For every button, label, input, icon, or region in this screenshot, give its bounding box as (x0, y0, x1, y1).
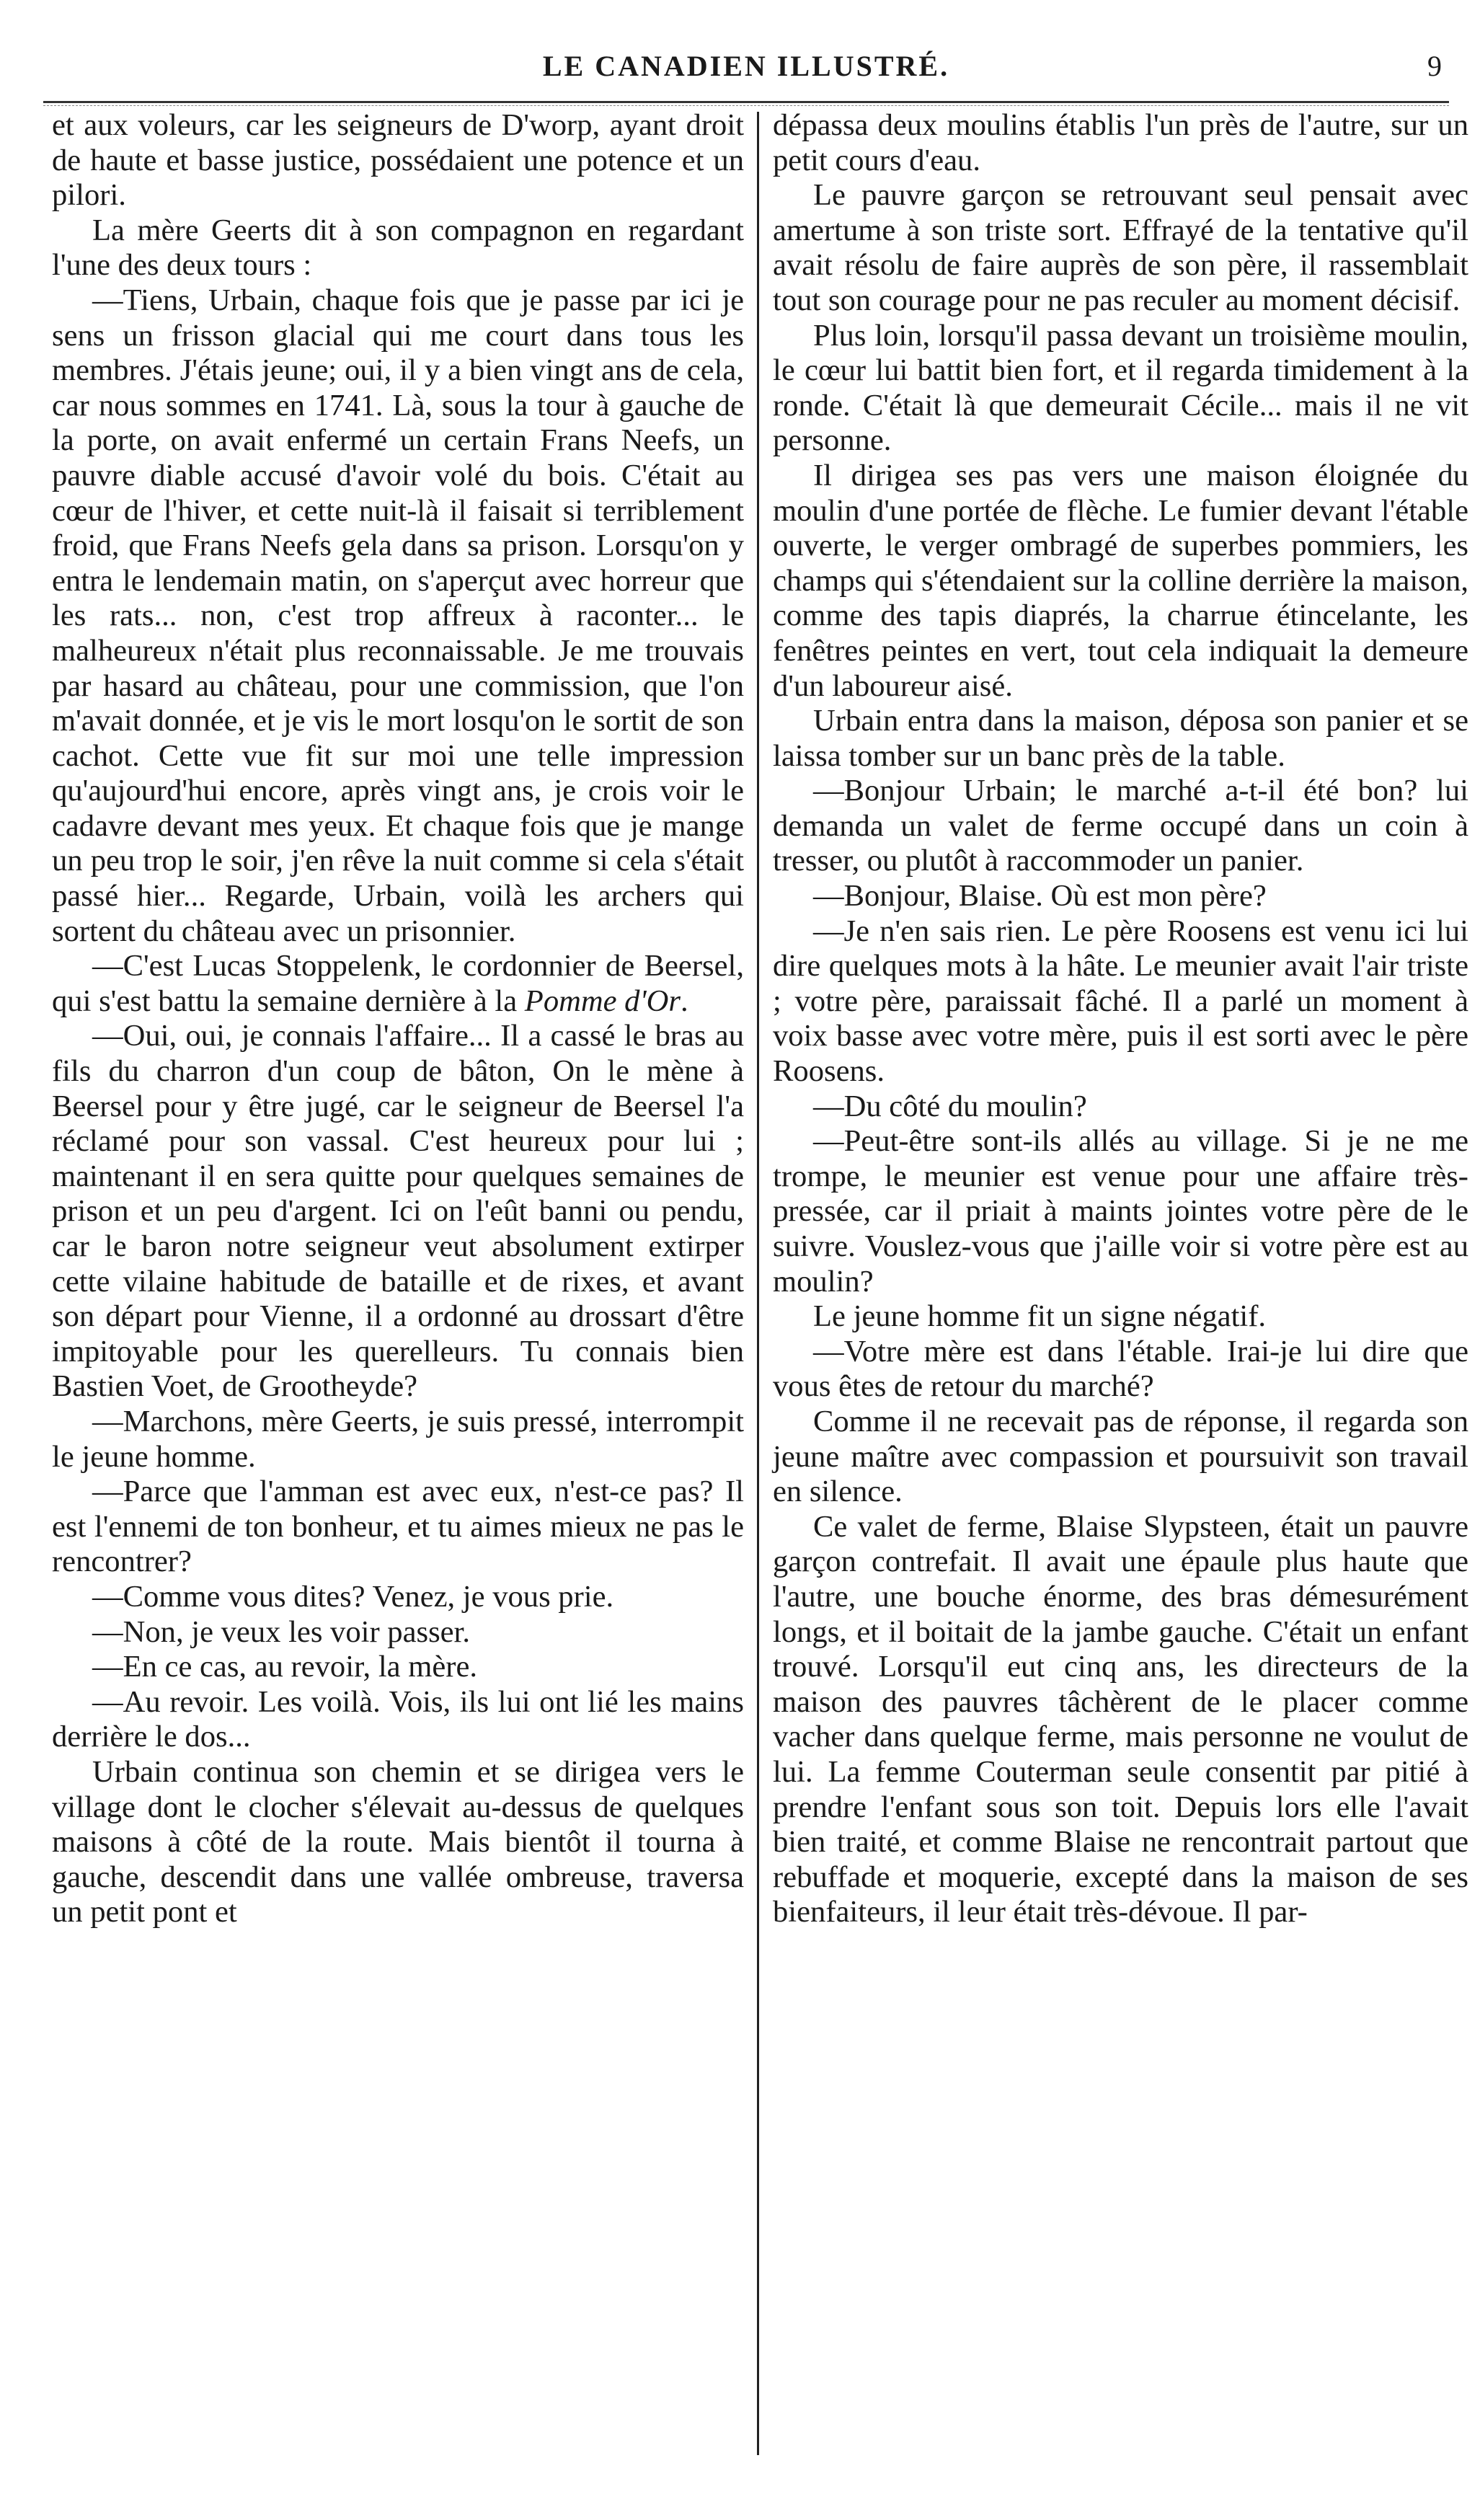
paragraph-text: —Parce que l'amman est avec eux, n'est-ce pas? Il est l'ennemi de ton bonheur, et tu aimes mieux ne pas le rencontrer? (52, 1475, 744, 1579)
paragraph (773, 178, 1468, 318)
paragraph-text: Comme il ne recevait pas de réponse, il regarda son jeune maître avec compassion et poursuivit son travail en silence. (773, 1404, 1468, 1509)
paragraph (52, 1685, 744, 1755)
newspaper-title: LE CANADIEN ILLUSTRÉ. (542, 50, 950, 82)
paragraph-text: —Du côté du moulin? (813, 1089, 1087, 1123)
paragraph (773, 1405, 1468, 1510)
paragraph (773, 459, 1468, 704)
paragraph-text: dépassa deux moulins établis l'un près de l'autre, sur un petit cours d'eau. (773, 108, 1468, 177)
paragraph (52, 213, 744, 283)
page-number: 9 (1427, 50, 1442, 82)
paragraph-text: —Bonjour Urbain; le marché a-t-il été bon? lui demanda un valet de ferme occupé dans un coin à tresser, ou plutôt à raccommoder un panier. (773, 774, 1468, 878)
paragraph (773, 704, 1468, 774)
paragraph (52, 1650, 744, 1685)
paragraph (773, 1124, 1468, 1299)
paragraph (773, 914, 1468, 1089)
paragraph-text: —Oui, oui, je connais l'affaire... Il a cassé le bras au fils du charron d'un coup de bâton, On le mène à Beersel pour y être jugé, car le seigneur de Beersel l'a réclamé pour son vassal. C'est heureux pour lui ; maintenant il en sera quitte pour quelques semaines de prison et un peu d'argent. Ici on l'eût banni ou pendu, car le baron notre seigneur veut absolument extirper cette vilaine habitude de bataille et de rixes, et avant son départ pour Vienne, il a ordonné au drossart d'être impitoyable pour les querelleurs. Tu connais bien Bastien Voet, de Grootheyde? (52, 1019, 744, 1404)
paragraph-text: Urbain continua son chemin et se dirigea vers le village dont le clocher s'élevait au-dessus de quelques maisons à côté de la route. Mais bientôt il tourna à gauche, descendit dans une vallée ombreuse, traversa un petit pont et (52, 1754, 744, 1929)
paragraph (52, 1405, 744, 1475)
header-rule-dashed (43, 105, 1449, 106)
paragraph (52, 283, 744, 949)
paragraph (52, 1580, 744, 1615)
paragraph-text: —Non, je veux les voir passer. (92, 1614, 471, 1649)
paragraph (773, 1299, 1468, 1335)
paragraph-text: Plus loin, lorsqu'il passa devant un troisième moulin, le cœur lui battit bien fort, et il regarda timidement à la ronde. C'était là que demeurait Cécile... mais il ne vit personne. (773, 318, 1468, 458)
paragraph (773, 1089, 1468, 1125)
paragraph-text: —C'est Lucas Stoppelenk, le cordonnier de Beersel, qui s'est battu la semaine dernière à la (52, 949, 744, 1018)
paragraph-text: —Bonjour, Blaise. Où est mon père? (813, 879, 1267, 914)
paragraph (773, 1510, 1468, 1930)
paragraph-text: —Votre mère est dans l'étable. Irai-je lui dire que vous êtes de retour du marché? (773, 1334, 1468, 1404)
paragraph-text: —Au revoir. Les voilà. Vois, ils lui ont lié les mains derrière le dos... (52, 1684, 744, 1754)
paragraph-text: —Je n'en sais rien. Le père Roosens est venu ici lui dire quelques mots à la hâte. Le meunier avait l'air triste ; votre père, paraissait fâché. Il a parlé un moment à voix basse avec votre mère, puis il est sorti avec le père Roosens. (773, 914, 1468, 1089)
paragraph (773, 879, 1468, 914)
right-column (773, 108, 1468, 1930)
page-header (50, 43, 1442, 101)
paragraph-text-after: . (680, 983, 688, 1018)
paragraph (52, 1755, 744, 1930)
paragraph (52, 1615, 744, 1650)
paragraph-text: —En ce cas, au revoir, la mère. (92, 1650, 478, 1684)
paragraph-text: et aux voleurs, car les seigneurs de D'worp, ayant droit de haute et basse justice, possédaient une potence et un pilori. (52, 108, 744, 213)
paragraph (52, 108, 744, 213)
paragraph (52, 1019, 744, 1405)
paragraph (773, 1335, 1468, 1405)
paragraph (773, 319, 1468, 459)
paragraph-text: Il dirigea ses pas vers une maison éloignée du moulin d'une portée de flèche. Le fumier devant l'étable ouverte, le verger ombragé de superbes pommiers, les champs qui s'étendaient sur la colline derrière la maison, comme des tapis diaprés, la charrue étincelante, les fenêtres peintes en vert, tout cela indiquait la demeure d'un laboureur aisé. (773, 458, 1468, 703)
left-column (52, 108, 744, 1930)
paragraph-text: Urbain entra dans la maison, déposa son panier et se laissa tomber sur un banc près de la table. (773, 704, 1468, 773)
paragraph-text: —Comme vous dites? Venez, je vous prie. (92, 1579, 614, 1614)
paragraph (52, 949, 744, 1019)
paragraph-text: La mère Geerts dit à son compagnon en regardant l'une des deux tours : (52, 213, 744, 283)
column-divider (757, 112, 759, 2455)
paragraph-text: Ce valet de ferme, Blaise Slypsteen, était un pauvre garçon contrefait. Il avait une épaule plus haute que l'autre, une bouche énorme, des bras démesurément longs, et il boitait de la jambe gauche. C'était un enfant trouvé. Lorsqu'il eut cinq ans, les directeurs de la maison des pauvres tâchèrent de le placer comme vacher dans quelque ferme, mais personne ne voulut de lui. La femme Couterman seule consentit par pitié à prendre l'enfant sous son toit. Depuis lors elle l'avait bien traité, et comme Blaise ne rencontrait partout que rebuffade et moquerie, excepté dans la maison de ses bienfaiteurs, il leur était très-dévoue. Il par- (773, 1509, 1468, 1929)
paragraph-text: Le jeune homme fit un signe négatif. (813, 1299, 1267, 1334)
paragraph-text: —Peut-être sont-ils allés au village. Si je ne me trompe, le meunier est venue pour une affaire très-pressée, car il priait à maints jointes votre père de le suivre. Vouslez-vous que j'aille voir si votre père est au moulin? (773, 1124, 1468, 1299)
paragraph-text: Le pauvre garçon se retrouvant seul pensait avec amertume à son triste sort. Effrayé de la tentative qu'il avait résolu de faire auprès de son père, il rassemblait tout son courage pour ne pas reculer au moment décisif. (773, 178, 1468, 317)
header-rule (43, 101, 1449, 103)
paragraph (52, 1475, 744, 1580)
paragraph (773, 108, 1468, 178)
paragraph (773, 774, 1468, 879)
paragraph-text: —Tiens, Urbain, chaque fois que je passe par ici je sens un frisson glacial qui me court dans tous les membres. J'étais jeune; oui, il y a bien vingt ans de cela, car nous sommes en 1741. Là, sous la tour à gauche de la porte, on avait enfermé un certain Frans Neefs, un pauvre diable accusé d'avoir volé du bois. C'était au cœur de l'hiver, et cette nuit-là il faisait si terriblement froid, que Frans Neefs gela dans sa prison. Lorsqu'on y entra le lendemain matin, on s'aperçut avec horreur que les rats... non, c'est trop affreux à raconter... le malheureux n'était plus reconnaissable. Je me trouvais par hasard au château, pour une commission, que l'on m'avait donnée, et je vis le mort losqu'on le sortit de son cachot. Cette vue fit sur moi une telle impression qu'aujourd'hui encore, après vingt ans, je crois voir le cadavre devant mes yeux. Et chaque fois que je mange un peu trop le soir, j'en rêve la nuit comme si cela s'était passé hier... Regarde, Urbain, voilà les archers qui sortent du château avec un prisonnier. (52, 283, 744, 948)
paragraph-text: —Marchons, mère Geerts, je suis pressé, interrompit le jeune homme. (52, 1404, 744, 1474)
italic-text: Pomme d'Or (524, 983, 681, 1018)
